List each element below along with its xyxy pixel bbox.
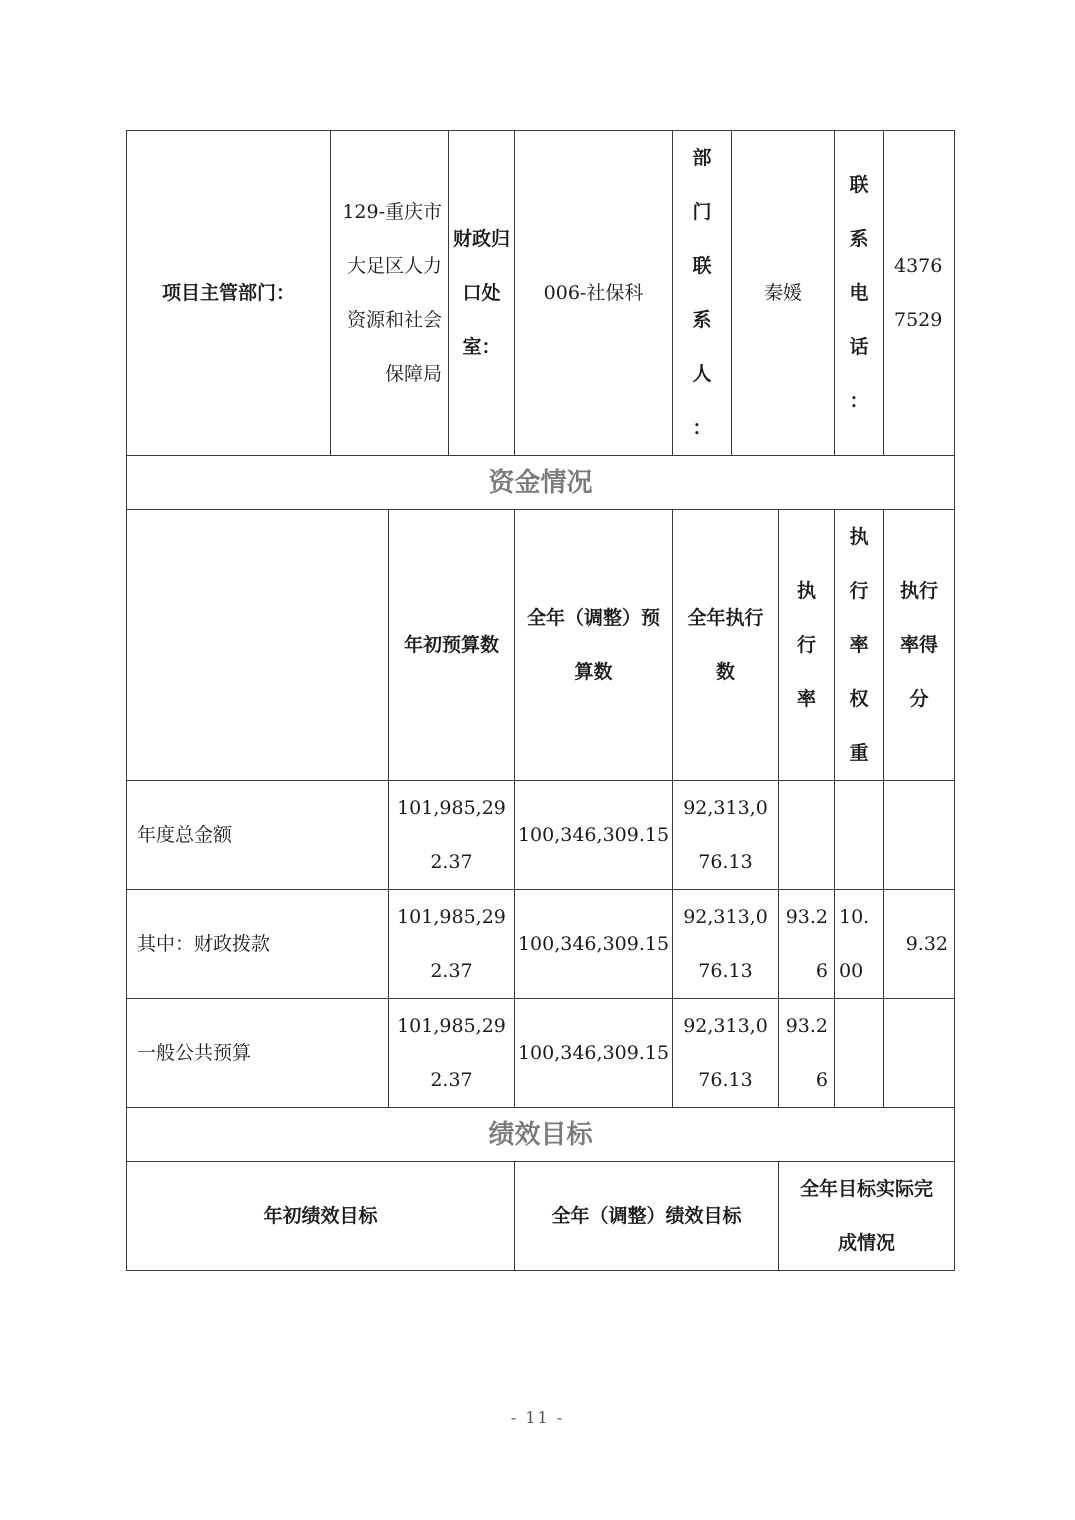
row-adjusted: 100,346,309.15 [515, 999, 673, 1108]
table-row [127, 999, 955, 1108]
row-executed: 92,313,076.13 [673, 781, 779, 890]
row-name: 一般公共预算 [127, 999, 389, 1108]
col-adjusted-budget: 全年（调整）预算数 [515, 510, 673, 781]
contact-value: 秦媛 [732, 131, 835, 456]
col-initial-budget: 年初预算数 [389, 510, 515, 781]
finance-value: 006-社保科 [515, 131, 673, 456]
completion-header: 全年目标实际完成情况 [779, 1162, 955, 1271]
row-score: 9.32 [884, 890, 955, 999]
performance-table [126, 130, 955, 1271]
goals-header-row [127, 1162, 955, 1271]
col-executed: 全年执行数 [673, 510, 779, 781]
funds-section-row [127, 456, 955, 510]
dept-label: 项目主管部门： [127, 131, 331, 456]
phone-label: 联系电话： [835, 131, 884, 456]
row-initial: 101,985,292.37 [389, 890, 515, 999]
row-adjusted: 100,346,309.15 [515, 781, 673, 890]
row-rate: 93.26 [779, 999, 835, 1108]
row-name: 其中：财政拨款 [127, 890, 389, 999]
funds-section-title: 资金情况 [127, 456, 955, 510]
row-weight [835, 999, 884, 1108]
adjusted-goal-header: 全年（调整）绩效目标 [515, 1162, 779, 1271]
contact-label: 部门联系人： [673, 131, 732, 456]
col-exec-rate: 执行率 [779, 510, 835, 781]
performance-table-container [126, 130, 955, 1271]
col-rate-weight: 执行率权重 [835, 510, 884, 781]
row-executed: 92,313,076.13 [673, 890, 779, 999]
row-weight [835, 781, 884, 890]
header-row [127, 131, 955, 456]
page-number: - 11 - [510, 1408, 565, 1427]
goals-section-title: 绩效目标 [127, 1108, 955, 1162]
row-rate [779, 781, 835, 890]
initial-goal-header: 年初绩效目标 [127, 1162, 515, 1271]
row-initial: 101,985,292.37 [389, 999, 515, 1108]
row-executed: 92,313,076.13 [673, 999, 779, 1108]
col-rate-score: 执行率得分 [884, 510, 955, 781]
funds-header-row [127, 510, 955, 781]
table-row [127, 781, 955, 890]
row-adjusted: 100,346,309.15 [515, 890, 673, 999]
funds-header-empty [127, 510, 389, 781]
row-rate: 93.26 [779, 890, 835, 999]
dept-value: 129-重庆市大足区人力资源和社会保障局 [331, 131, 449, 456]
row-score [884, 999, 955, 1108]
table-row [127, 890, 955, 999]
finance-label: 财政归口处室： [449, 131, 515, 456]
row-name: 年度总金额 [127, 781, 389, 890]
phone-value: 43767529 [884, 131, 955, 456]
row-initial: 101,985,292.37 [389, 781, 515, 890]
row-score [884, 781, 955, 890]
row-weight: 10.00 [835, 890, 884, 999]
goals-section-row [127, 1108, 955, 1162]
